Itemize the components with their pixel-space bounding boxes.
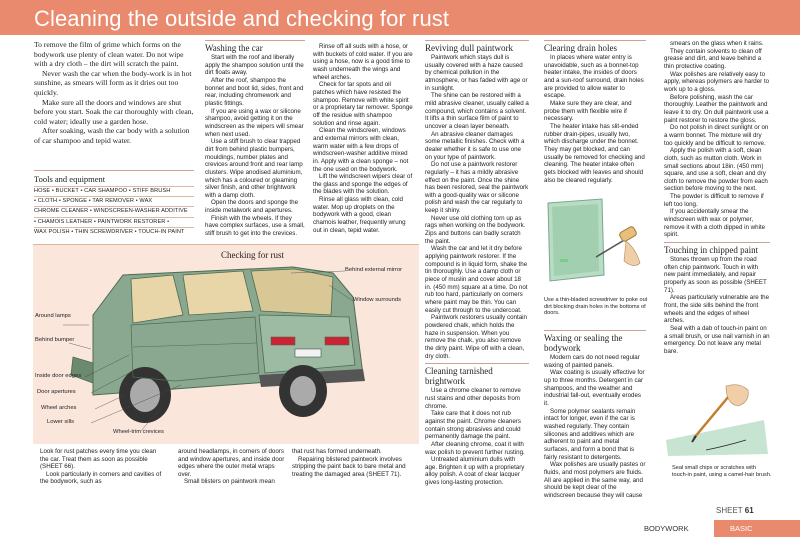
intro-para: To remove the film of grime which forms on the bodywork use plenty of clean water. Do not wipe with a dry cloth – the dirt will scratch the paint. [34, 40, 184, 69]
polish-para: smears on the glass when it rains. [670, 40, 764, 47]
polish-para: Before polishing, wash the car thoroughly. Leather the paintwork and leave it to dry. On dull paintwork use a paint restorer to restore the gloss. [664, 93, 769, 124]
touch-in-illustration [664, 380, 770, 456]
polish-para: Do not polish in direct sunlight or on a warm bonnet. The mixture will dry too quickly and be difficult to remove. [664, 124, 769, 147]
tab-bodywork[interactable]: BODYWORK [644, 524, 689, 533]
polish-section [664, 40, 770, 356]
waxing-para: Wax coating is usually effective for up to three months. Detergent in car shampoos, and the weather and industrial fall-out, eventually erodes it. [544, 369, 645, 407]
rust-panel-title: Checking for rust [221, 250, 284, 260]
reviving-para: Wash the car and let it dry before applying paintwork restorer. If the compound is in liquid form, shake the tin thoroughly. Use a damp cloth or piece of muslin and cover about 18 in. (450 mm) square at a time. Do not rub too hard, particularly on corners where paint may be thin. You can easily cut through to the undercoat. [425, 245, 528, 314]
callout-wheel-arches: Wheel arches [41, 405, 77, 411]
reviving-para: Do not use a paintwork restorer regularly – it has a mildly abrasive effect on the paint. Once the shine has been restored, seal the paintwork with a good-quality wax or silicone polish and wash the car regularly to keep it shiny. [425, 161, 529, 215]
tools-line: WAX POLISH • THIN SCREWDRIVER • TOUCH-IN PAINT [34, 227, 194, 237]
polish-para: Wax polishes are relatively easy to apply, whereas polymers are harder to work up to a gloss. [664, 70, 770, 93]
washing-para: Finish with the wheels. If they have complex surfaces, use a small, stiff brush to get into the crevices. [205, 214, 305, 238]
reviving-para: An abrasive cleaner damages some metallic finishes. Check with a dealer whether it is safe to use one on your type of paintwork. [425, 130, 525, 161]
washing-section [205, 40, 305, 238]
tarnished-para: Untreated aluminium dulls with age. Brighten it up with a proprietary alloy polish. A coat of clear lacquer gives long-lasting protection. [425, 456, 525, 487]
sheet-label: SHEET [716, 506, 743, 515]
washing-para: Start with the roof and liberally apply the shampoo solution until the dirt floats away. [205, 54, 304, 77]
tools-line: • CHAMOIS LEATHER • PAINTWORK RESTORER • [34, 217, 194, 227]
washing-para: Open the doors and sponge the inside metalwork and apertures. [205, 199, 299, 215]
touch-in-brush-illustration [664, 380, 770, 456]
tools-line: • CLOTH • SPONGE • TAR REMOVER • WAX [34, 196, 194, 206]
tools-box [34, 170, 194, 237]
sheet-number [716, 506, 754, 515]
washing-para: Use a stiff brush to clear trapped dirt from behind plastic bumpers, mouldings, number plates and crevices around front and rear lamp clusters. Wipe anodised aluminium, which has a coloured or gleaming silver finish, and other brightwork with a damp cloth. [205, 138, 303, 199]
callout-lamps: Around lamps [35, 313, 71, 319]
touch-caption: Seal small chips or scratches with touch-in paint, using a camel-hair brush. [672, 465, 772, 478]
door-drain-illustration [544, 197, 646, 293]
touch-para: Stones thrown up from the road often chip paintwork. Touch in with new paint immediately, and repair properly as soon as possible (SHEET 71). [664, 256, 767, 294]
washing-para: After the roof, shampoo the bonnet and boot lid, sides, front and rear, including chromework and plastic fittings. [205, 76, 304, 107]
footer-tabs [620, 520, 800, 537]
reviving-para: The shine can be restored with a mild abrasive cleaner, usually called a compound, which contains a solvent. It lifts a thin surface film of paint to uncover a clean layer beneath. [425, 92, 529, 130]
touch-para: Areas particularly vulnerable are the front, the side sills behind the front wheels and the edges of wheel arches. [664, 294, 770, 325]
rinse-para: Clean the windscreen, windows and external mirrors with clean, warm water with a few drops of windscreen-washer additive mixed in. Apply with a clean sponge – not the one used on the bodywork. [313, 127, 409, 173]
reviving-para: Paintwork which stays dull is usually covered with a haze caused by chemical pollution in the atmosphere, or has faded with age or in sunlight. [425, 54, 528, 92]
reviving-para: Never use old clothing torn up as rags when working on the bodywork. Zips and buttons can badly scratch the paint. [425, 214, 526, 245]
tools-line: CHROME CLEANER • WINDSCREEN-WASHER ADDITIVE [34, 206, 194, 216]
rust-text-1 [40, 448, 164, 486]
tarnished-para: Take care that it does not rub against the paint. Chrome cleaners contain strong abrasives and could permanently damage the paint. [425, 410, 521, 441]
drain-heading: Clearing drain holes [544, 40, 646, 53]
drain-hole-illustration [544, 197, 646, 293]
touch-heading: Touching in chipped paint [664, 242, 770, 255]
callout-sills: Lower sills [47, 419, 75, 425]
rinse-para: Check for tar spots and oil patches which have resisted the shampoo. Remove with white spirit or a proprietary tar remover. Sponge off the residue with shampoo solution and rinse again. [313, 81, 413, 127]
intro-para: Never wash the car when the body-work is in hot sunshine, as smears will form as it dries out too quickly. [34, 68, 192, 97]
reviving-para: Paintwork restorers usually contain powdered chalk, which holds the haze in suspension. When you remove the chalk, you also remove the dirty paint. Wipe off with a clean, dry cloth. [425, 314, 527, 360]
intro-text [34, 40, 194, 146]
rust-para: Small blisters on paintwork mean [184, 478, 275, 486]
callout-door-edges: Inside door edges [35, 373, 82, 379]
rust-para: around headlamps, in corners of doors and window apertures, and inside door edges where the outer metal wraps over. [178, 448, 285, 478]
rust-para: Repairing blistered paintwork involves stripping the paint back to bare metal and treating the damaged area (SHEET 71). [292, 455, 406, 478]
drain-para: Make sure they are clear, and probe them with flexible wire if necessary. [544, 99, 632, 123]
page-title: Cleaning the outside and checking for rust [34, 6, 450, 31]
tools-heading: Tools and equipment [34, 170, 194, 184]
drain-para: In places where water entry is unavoidable, such as a bonnet-top heater intake, the insides of doors and a sun-roof surround, drain holes are provided to allow water to escape. [544, 54, 644, 100]
drain-para: The heater intake has slit-ended rubber drain-pipes, usually two, which discharge under the bonnet. They may get blocked, and can usually be removed for checking and cleaning. The heater intake often gets blocked with leaves and should also be cleared regularly. [544, 122, 645, 184]
tarnished-para: After cleaning chrome, coat it with wax polish to prevent further rusting. [425, 440, 525, 456]
washing-heading: Washing the car [205, 40, 305, 53]
car-illustration [33, 245, 419, 445]
rust-check-panel [33, 244, 419, 444]
reviving-section [425, 40, 529, 487]
polish-para: If you accidentally smear the windscreen with wax or polymer, remove it with a cloth dipped in white spirit. [664, 208, 766, 239]
rinse-para: Lift the windscreen wipers clear of the glass and sponge the edges of the blades with the solution. [313, 173, 413, 196]
callout-mirror: Behind external mirror [345, 267, 403, 273]
callout-apertures: Door apertures [37, 389, 76, 395]
sheet-value: 61 [744, 506, 754, 515]
callout-crevices: Wheel-trim crevices [113, 429, 164, 435]
intro-para: After soaking, wash the car body with a solution of car shampoo and tepid water. [34, 126, 190, 145]
polish-para: Apply the polish with a soft, clean cloth, such as mutton cloth. Work in small sections about 18in. (450 mm) square, and use a soft, clean and dry cloth to remove the powder from each section before moving to the next. [664, 147, 768, 193]
waxing-heading: Waxing or sealing the bodywork [544, 330, 646, 353]
rinse-para: Rinse off all suds with a hose, or with buckets of cold water. If you are using a hose, now is a good time to wash underneath the wings and wheel arches. [313, 43, 413, 81]
tab-basic[interactable]: BASIC [714, 520, 800, 537]
waxing-para: Some polymer sealants remain intact for longer, even if the car is washed regularly. They contain silicones and additives which are adherent to paint and metal surfaces, and form a bond that is fairly resistant to detergents. [544, 407, 636, 461]
tarnished-para: Use a chrome cleaner to remove rust stains and other deposits from chrome. [425, 387, 521, 410]
drain-section [544, 40, 646, 184]
polish-para: The powder is difficult to remove if left too long. [664, 193, 764, 208]
callout-bumper: Behind bumper [35, 337, 75, 343]
intro-para: Make sure all the doors and windows are shut before you start. Soak the car thoroughly with clean, cold water; ideally use a garden hose. [34, 97, 194, 126]
polish-para: They contain solvents to clean off grease and dirt, and leave behind a thin protective coating. [664, 47, 762, 70]
rust-para: Look for rust patches every time you clean the car. Treat them as soon as possible (SHEET 66). [40, 448, 157, 471]
waxing-section [544, 330, 646, 499]
rust-text-2 [178, 448, 288, 486]
drain-caption: Use a thin-bladed screwdriver to poke out dirt blocking drain holes in the bottoms of doors. [544, 297, 648, 317]
rust-para: that rust has formed underneath. [292, 448, 382, 455]
tools-line: HOSE • BUCKET • CAR SHAMPOO • STIFF BRUSH [34, 186, 194, 196]
rust-text-3 [292, 448, 410, 478]
washing-para: If you are using a wax or silicone shampoo, avoid getting it on the windscreen as the wipers will smear when next used. [205, 107, 304, 138]
callout-window: Window surrounds [353, 297, 402, 303]
touch-para: Seal with a dab of touch-in paint on a small brush, or use nail varnish in an emergency. Do not leave any metal bare. [664, 324, 770, 355]
waxing-para: Wax polishes are usually pastes or fluids, and most polymers are fluids. All are applied in the same way, and should be kept clear of the windscreen because they will cause [544, 461, 646, 499]
rinse-para: Rinse all glass with clean, cold water. Mop up droplets on the bodywork with a good, clean chamois leather, frequently wrung out in clean, tepid water. [313, 196, 406, 234]
rinse-section [313, 43, 413, 234]
reviving-heading: Reviving dull paintwork [425, 40, 529, 53]
tarnished-heading: Cleaning tarnished brightwork [425, 363, 529, 386]
rust-para: Look particularly in corners and cavities of the bodywork, such as [40, 470, 162, 486]
waxing-para: Modern cars do not need regular waxing of painted panels. [544, 354, 640, 369]
